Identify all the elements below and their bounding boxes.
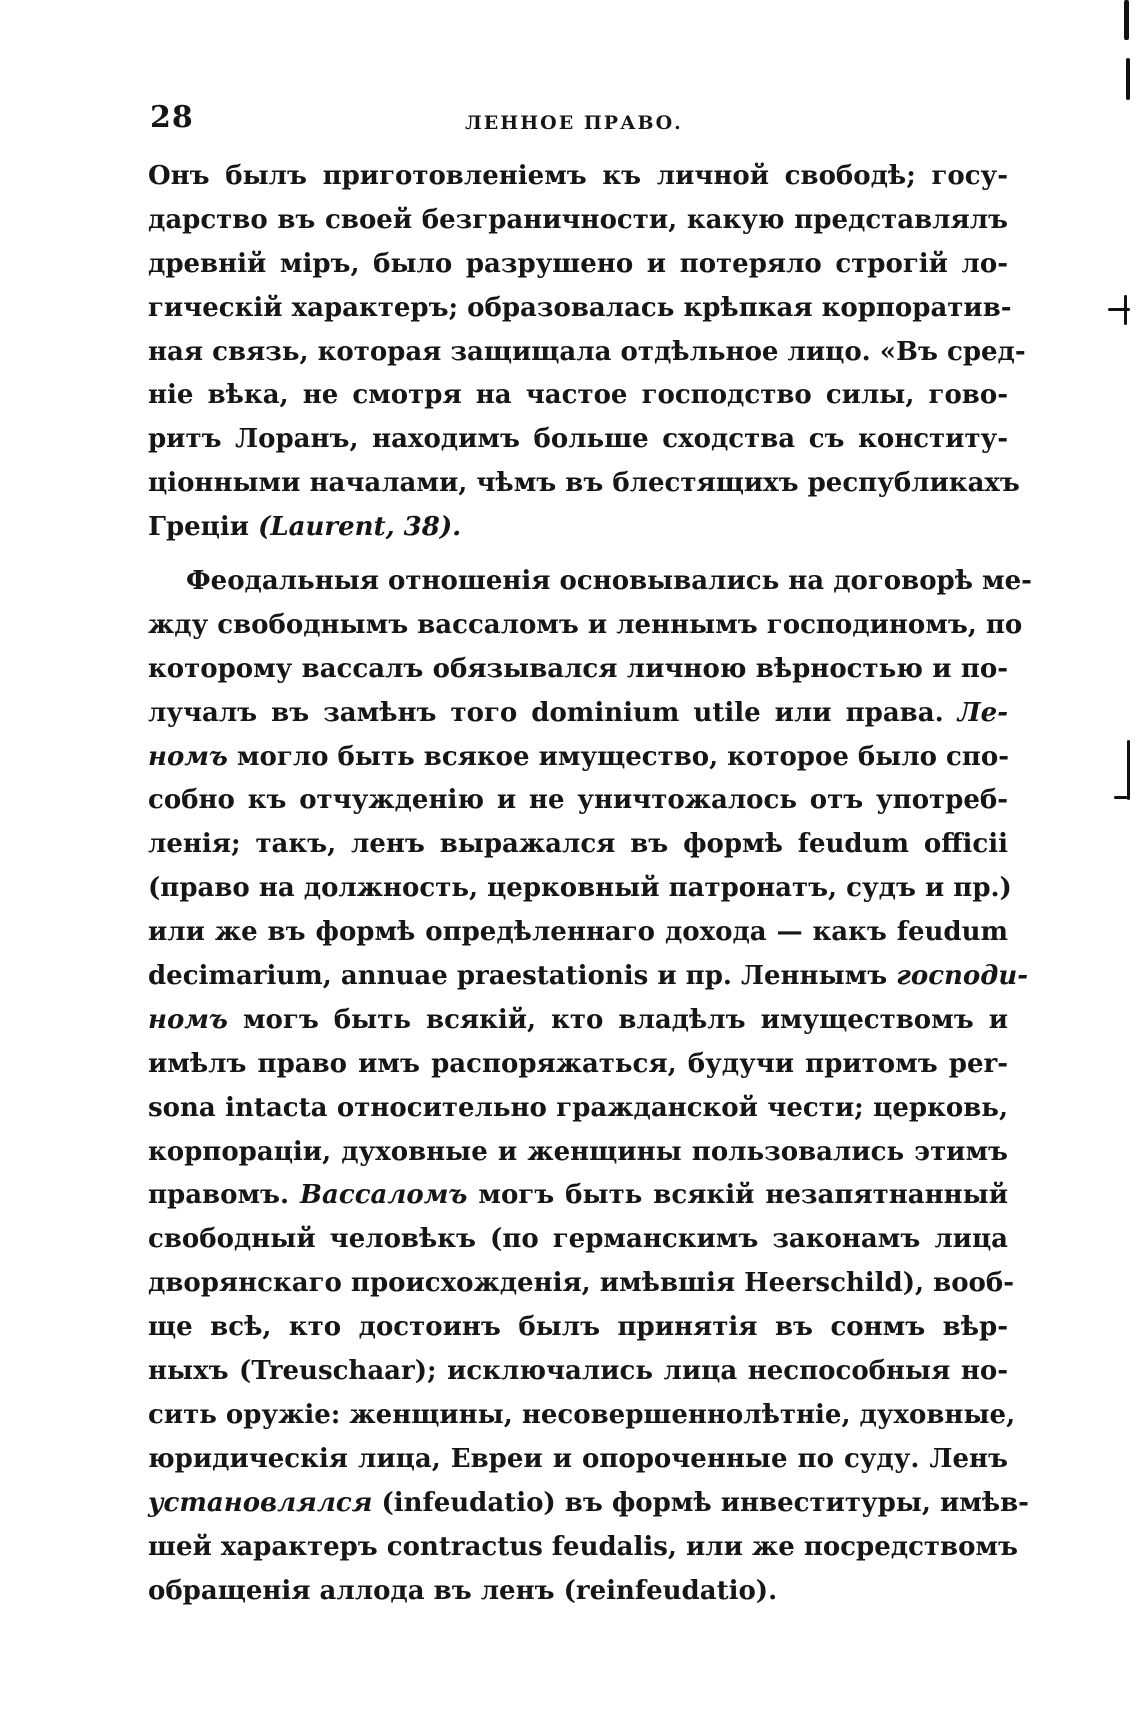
text-run: ніе вѣка, не смотря на частое господство силы, гово- [148, 380, 1008, 411]
text-line [148, 1570, 1008, 1614]
margin-mark [1124, 0, 1129, 40]
margin-mark [1127, 740, 1130, 800]
italic-term: (Laurent, 38). [258, 512, 462, 543]
paragraph-spacer [148, 550, 1008, 560]
text-run: лучалъ въ замѣнъ того dominium utile или права. [148, 697, 958, 728]
text-line [148, 1262, 1015, 1306]
text-run: жду свободнымъ вассаломъ и леннымъ господиномъ, по [148, 609, 1023, 640]
page-header [150, 100, 1005, 140]
text-run: decimarium, annuae praestationis и пр. Леннымъ [148, 961, 897, 992]
italic-term: Вассаломъ [300, 1180, 468, 1211]
paragraph-1 [148, 155, 1026, 550]
text-line [148, 779, 1008, 823]
italic-term: господи- [896, 961, 1029, 992]
text-line [148, 692, 1008, 736]
text-line [148, 199, 1008, 243]
text-run: ціонными началами, чѣмъ въ блестящихъ республикахъ [148, 468, 1020, 499]
text-line [148, 374, 1008, 418]
text-run: правомъ. [148, 1180, 301, 1211]
text-run: ныхъ (Treuschaar); исключались лица неспособныя но- [148, 1356, 1008, 1387]
text-run: Феодальныя отношенія основывались на договорѣ ме- [186, 566, 1032, 597]
margin-mark [1124, 295, 1127, 325]
text-line [148, 1438, 1008, 1482]
text-run: могъ быть всякій незапятнанный [467, 1180, 1008, 1211]
text-run: sona intacta относительно гражданской чести; церковь, [148, 1092, 1008, 1123]
text-line [148, 287, 1012, 331]
page-number: 28 [150, 100, 194, 135]
text-run: Онъ былъ приготовленіемъ къ личной свободѣ; госу- [148, 161, 1008, 191]
text-run: древній міръ, было разрушено и потеряло строгій ло- [148, 248, 1008, 279]
text-line [148, 823, 1008, 867]
text-run: ная связь, которая защищала отдѣльное лицо. «Въ сред- [148, 336, 1026, 367]
text-line [148, 999, 1008, 1043]
text-line [148, 1131, 1008, 1175]
text-line [148, 955, 1029, 999]
italic-term: Ле- [957, 697, 1008, 728]
body-text [148, 155, 1032, 1613]
margin-mark [1126, 58, 1130, 100]
text-run: обращенія аллода въ ленъ (reinfeudatio). [148, 1575, 778, 1606]
margin-mark [1114, 796, 1130, 799]
text-line [148, 418, 1008, 462]
text-line [148, 462, 1020, 506]
text-run: шей характеръ contractus feudalis, или же посредствомъ [148, 1531, 1018, 1562]
text-run: дарство въ своей безграничности, какую представлялъ [148, 204, 1008, 235]
text-line [148, 1174, 1008, 1218]
text-run: юридическія лица, Евреи и опороченные по суду. Ленъ [148, 1443, 1008, 1474]
text-line [148, 1482, 1029, 1526]
text-line [148, 1043, 1008, 1087]
paragraph-2 [148, 560, 1032, 1613]
text-line [148, 648, 1008, 692]
text-run: имѣлъ право имъ распоряжаться, будучи притомъ per- [148, 1048, 1008, 1079]
text-run: сить оружіе: женщины, несовершеннолѣтніе, духовные, [148, 1399, 1016, 1430]
text-line [148, 736, 1008, 780]
text-line [148, 155, 1008, 199]
text-run: свободный человѣкъ (по германскимъ законамъ лица [148, 1224, 1008, 1255]
text-line [148, 604, 1023, 648]
italic-term: номъ [148, 1004, 228, 1035]
text-line [148, 1526, 1018, 1570]
text-run: (infeudatio) въ формѣ инвеституры, имѣв- [372, 1487, 1029, 1518]
text-line [148, 911, 1008, 955]
text-line [148, 1306, 1008, 1350]
text-run: ленія; такъ, ленъ выражался въ формѣ feudum officii [148, 829, 1008, 860]
text-run: могло быть всякое имущество, которое было спо- [227, 741, 1010, 772]
text-line [148, 560, 1032, 604]
running-title: ЛЕННОЕ ПРАВО. [465, 112, 683, 134]
text-run: могъ быть всякій, кто владѣлъ имуществомъ и [227, 1004, 1008, 1035]
text-run: ритъ Лоранъ, находимъ больше сходства съ конститу- [148, 424, 1008, 455]
text-run: которому вассалъ обязывался личною вѣрностью и по- [148, 653, 1008, 684]
text-line [148, 1394, 1016, 1438]
text-run: собно къ отчужденію и не уничтожалось отъ употреб- [148, 785, 1008, 816]
text-line [148, 867, 1012, 911]
text-line [148, 1218, 1008, 1262]
text-run: гическій характеръ; образовалась крѣпкая корпоратив- [148, 292, 1012, 323]
text-line [148, 1087, 1008, 1131]
text-run: ще всѣ, кто достоинъ былъ принятія въ сонмъ вѣр- [148, 1312, 1008, 1343]
text-line [148, 1350, 1008, 1394]
text-line [148, 243, 1008, 287]
italic-term: номъ [148, 741, 228, 772]
text-run: или же въ формѣ опредѣленнаго дохода — какъ feudum [148, 917, 1008, 948]
text-run: корпораціи, духовные и женщины пользовались этимъ [148, 1136, 1008, 1167]
text-run: (право на должность, церковный патронатъ, судъ и пр.) [148, 873, 1012, 904]
text-line [148, 331, 1026, 375]
text-run: дворянскаго происхожденія, имѣвшія Heerschild), вооб- [148, 1268, 1015, 1299]
italic-term: установлялся [148, 1487, 373, 1518]
text-line [148, 506, 1008, 550]
text-run: Греціи [148, 512, 259, 543]
